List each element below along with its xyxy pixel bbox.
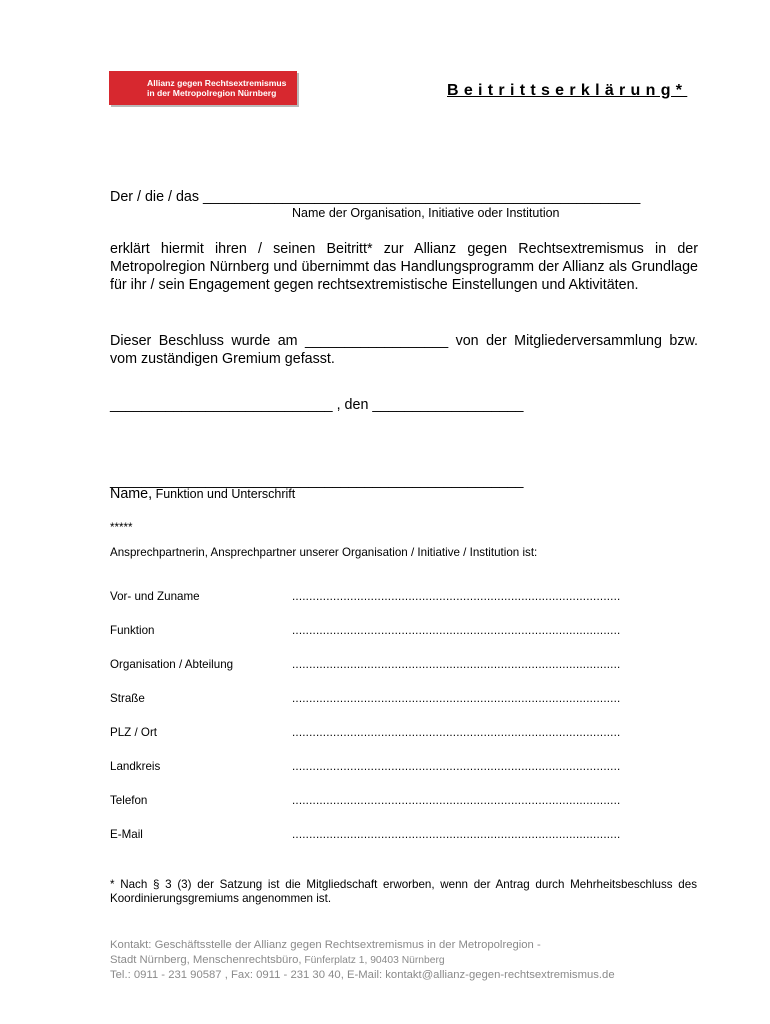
footer-line-1: Kontakt: Geschäftsstelle der Allianz gegen Rechtsextremismus in der Metropolregion - [110,939,541,951]
field-dots-function[interactable]: ................................................................................................ [292,624,621,637]
field-label-function: Funktion [110,624,155,637]
footer-line-2 [110,953,710,968]
field-dots-phone[interactable]: ................................................................................................ [292,794,621,807]
signature-caption [110,485,295,503]
signature-caption-name: Name, [110,486,153,502]
signature-caption-rest: Funktion und Unterschrift [152,487,296,501]
field-dots-street[interactable]: ................................................................................................ [292,692,621,705]
logo-line-2: in der Metropolregion Nürnberg [147,88,277,98]
field-label-district: Landkreis [110,760,161,773]
field-label-street: Straße [110,692,145,705]
organization-name-line: Der / die / das _______________________________________________________ [110,189,641,205]
footer-line-2-office: Stadt Nürnberg, Menschenrechtsbüro, [110,954,302,966]
field-dots-zip-city[interactable]: ................................................................................................ [292,726,621,739]
contact-footer [110,938,710,983]
field-label-organisation: Organisation / Abteilung [110,658,234,671]
field-label-phone: Telefon [110,794,148,807]
field-label-email: E-Mail [110,828,143,841]
document-title: Beitrittserklärung* [447,82,688,99]
field-dots-district[interactable]: ................................................................................................ [292,760,621,773]
field-label-name: Vor- und Zuname [110,590,200,603]
footer-line-2-address: Fünferplatz 1, 90403 Nürnberg [301,955,445,966]
signature-line: ____________________________________________________ [110,473,524,489]
contact-heading: Ansprechpartnerin, Ansprechpartner unserer Organisation / Initiative / Institution ist: [110,546,538,559]
organization-name-caption: Name der Organisation, Initiative oder Institution [292,206,560,220]
footer-line-3: Tel.: 0911 - 231 90587 , Fax: 0911 - 231 30 40, E-Mail: kontakt@allianz-gegen-rechtsextremismus.de [110,969,615,981]
field-label-zip-city: PLZ / Ort [110,726,158,739]
declaration-paragraph: erklärt hiermit ihren / seinen Beitritt* zur Allianz gegen Rechtsextremismus in der Metropolregion Nürnberg und übernimmt das Handlungsprogramm der Allianz als Grundlage für ihr / sein Engagement gegen rechtsextremistische Einstellungen und Aktivitäten. [110,241,698,293]
field-dots-name[interactable]: ................................................................................................ [292,590,621,603]
place-date-line: ____________________________ , den ___________________ [110,397,524,413]
resolution-paragraph: Dieser Beschluss wurde am __________________ von der Mitgliederversammlung bzw. vom zuständigen Gremium gefasst. [110,333,698,367]
membership-footnote: * Nach § 3 (3) der Satzung ist die Mitgliedschaft erworben, wenn der Antrag durch Mehrheitsbeschluss des Koordinierungsgremiums angenommen ist. [110,878,697,905]
field-dots-organisation[interactable]: ................................................................................................ [292,658,621,671]
organization-logo [109,71,297,105]
section-separator: ***** [110,521,133,534]
logo-line-1: Allianz gegen Rechtsextremismus [147,78,287,88]
field-dots-email[interactable]: ................................................................................................ [292,828,621,841]
